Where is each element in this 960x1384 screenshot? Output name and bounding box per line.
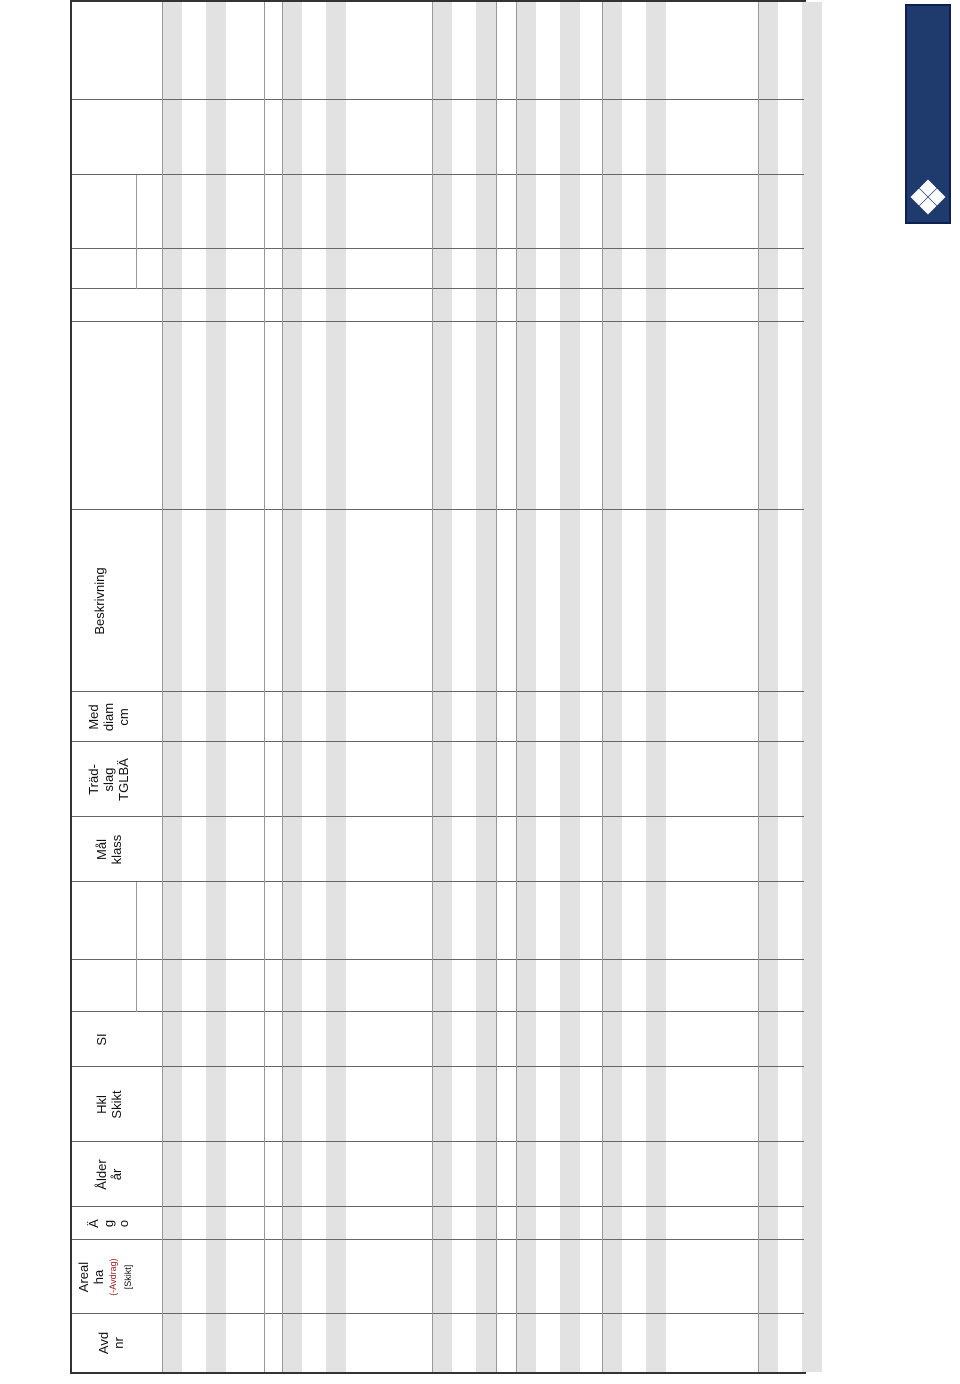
header-line: TGLBÄ bbox=[116, 758, 131, 801]
column-divider bbox=[72, 816, 804, 817]
lrf-konsult-logo bbox=[905, 4, 951, 224]
column-divider bbox=[72, 1066, 804, 1067]
column-divider bbox=[72, 1239, 804, 1240]
header-line: SI bbox=[94, 1033, 109, 1046]
column-divider bbox=[72, 881, 804, 882]
header-line: ha bbox=[91, 1269, 106, 1285]
header-line: slag bbox=[101, 767, 116, 792]
column-divider bbox=[72, 174, 804, 175]
header-ago bbox=[86, 1207, 131, 1240]
row-divider bbox=[602, 2, 603, 1372]
row-divider bbox=[758, 2, 759, 1372]
row-band bbox=[476, 2, 496, 1372]
spec-divider bbox=[264, 2, 265, 1372]
row-divider bbox=[432, 2, 433, 1372]
header-line: Ä bbox=[86, 1219, 101, 1228]
header-line: Avd bbox=[96, 1331, 111, 1355]
header-med bbox=[86, 692, 131, 742]
column-divider bbox=[72, 99, 804, 100]
row-band bbox=[206, 2, 226, 1372]
row-band bbox=[602, 2, 622, 1372]
subheader-divider bbox=[136, 882, 137, 1012]
row-band bbox=[282, 2, 302, 1372]
header-areal bbox=[76, 1240, 136, 1314]
row-band bbox=[758, 2, 778, 1372]
header-si bbox=[94, 1012, 109, 1067]
row-band bbox=[326, 2, 346, 1372]
header-line: Beskrivning bbox=[92, 567, 107, 635]
column-divider bbox=[72, 288, 804, 289]
column-divider bbox=[72, 741, 804, 742]
spec-divider bbox=[496, 2, 497, 1372]
header-line: cm bbox=[116, 708, 131, 726]
column-divider bbox=[72, 248, 804, 249]
header-avd bbox=[96, 1314, 126, 1372]
header-line: [Skikt] bbox=[123, 1264, 133, 1290]
header-trad bbox=[86, 742, 131, 817]
row-band bbox=[516, 2, 536, 1372]
header-line: Ålder bbox=[94, 1159, 109, 1190]
header-alder bbox=[94, 1142, 124, 1207]
column-divider bbox=[72, 1011, 804, 1012]
column-divider bbox=[72, 691, 804, 692]
header-line: diam bbox=[101, 702, 116, 732]
header-line: Hkl bbox=[94, 1095, 109, 1114]
column-divider bbox=[72, 959, 804, 960]
header-line: (-Avdrag) bbox=[108, 1258, 118, 1296]
column-divider bbox=[72, 1206, 804, 1207]
row-band bbox=[646, 2, 666, 1372]
header-line: Träd- bbox=[86, 764, 101, 795]
header-line: g bbox=[101, 1219, 116, 1228]
header-line: o bbox=[116, 1219, 131, 1228]
header-line: Skikt bbox=[109, 1090, 124, 1119]
column-divider bbox=[72, 1313, 804, 1314]
header-line: år bbox=[109, 1168, 124, 1181]
stand-table bbox=[70, 0, 806, 1374]
header-line: Areal bbox=[76, 1261, 91, 1293]
row-divider bbox=[162, 2, 163, 1372]
column-divider bbox=[72, 321, 804, 322]
header-line: Med bbox=[86, 704, 101, 730]
header-line: nr bbox=[111, 1337, 126, 1349]
column-divider bbox=[72, 1141, 804, 1142]
header-line: Mål bbox=[94, 839, 109, 860]
header-mal bbox=[94, 817, 124, 882]
header-besk bbox=[92, 510, 107, 692]
column-divider bbox=[72, 509, 804, 510]
row-band bbox=[432, 2, 452, 1372]
row-band bbox=[162, 2, 182, 1372]
row-band bbox=[560, 2, 580, 1372]
logo-mark-icon bbox=[911, 180, 945, 214]
row-divider bbox=[516, 2, 517, 1372]
subheader-divider bbox=[136, 175, 137, 289]
header-line: klass bbox=[109, 834, 124, 865]
header-hkl bbox=[94, 1067, 124, 1142]
row-divider bbox=[282, 2, 283, 1372]
row-band bbox=[802, 2, 822, 1372]
